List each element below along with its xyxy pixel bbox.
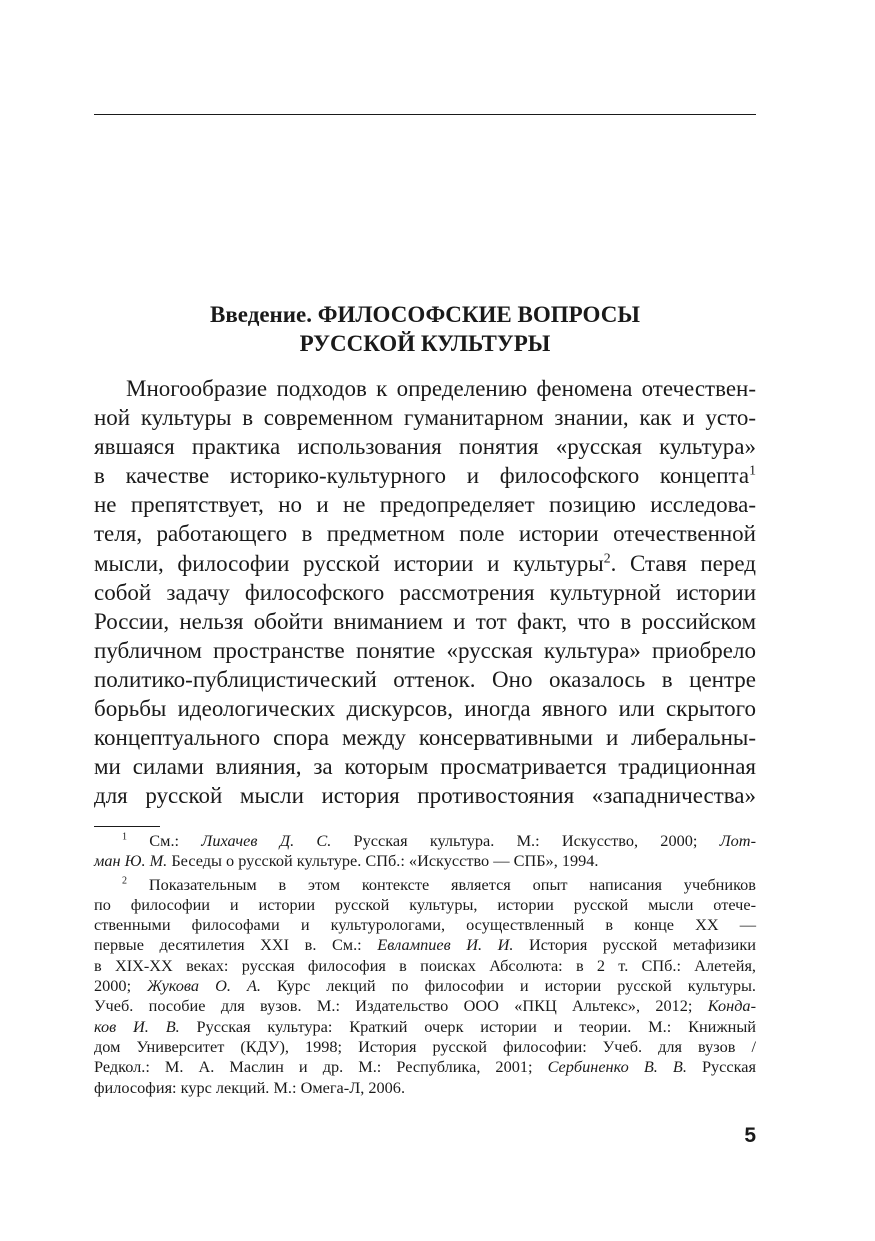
footnote-2-line: в XIX-XX веках: русская философия в поисках Абсолюта: в 2 т. СПб.: Алетейя,: [94, 955, 756, 975]
footnote-text: Курс лекций по философии и истории русской культуры.: [260, 976, 756, 996]
page-number: 5: [744, 1124, 756, 1147]
footnote-text: Русская: [686, 1057, 756, 1077]
paragraph-line: публичном пространстве понятие «русская культура» приобрело: [94, 637, 756, 663]
footnote-author: Жукова О. А.: [147, 976, 261, 996]
footnote-2-line: философия: курс лекций. М.: Омега-Л, 2006.: [94, 1077, 406, 1097]
footnotes: [94, 831, 756, 1098]
footnote-author: Лот-: [719, 831, 756, 850]
footnote-author: Лихачев Д. С.: [201, 831, 332, 850]
footnote-author: Евлампиев И. И.: [377, 935, 514, 955]
footnote-2-line: [94, 1057, 756, 1077]
footnote-2-line: [94, 996, 756, 1016]
footnote-2-line: ственными философами и культурологами, осуществленный в конце XX —: [94, 915, 756, 935]
footnote-text: Русская культура. М.: Искусство, 2000;: [331, 831, 720, 850]
footnote-marker-1[interactable]: 1: [749, 462, 756, 478]
paragraph-line: России, нельзя обойти вниманием и тот факт, что в российском: [94, 608, 756, 634]
footnote-2-line: [94, 875, 756, 895]
footnote-2-line: дом Университет (КДУ), 1998; История русской философии: Учеб. для вузов /: [94, 1036, 756, 1056]
paragraph-line: собой задачу философского рассмотрения культурной истории: [94, 579, 756, 605]
paragraph-line-text: мысли, философии русской истории и культуры: [94, 550, 604, 576]
footnote-text: Русская культура: Краткий очерк истории и теории. М.: Книжный: [179, 1016, 756, 1036]
footnote-author: Сербиненко В. В.: [547, 1057, 687, 1077]
footnote-1-line: [94, 851, 756, 871]
footnote-text: Учеб. пособие для вузов. М.: Издательство ООО «ПКЦ Альтекс», 2012;: [94, 996, 708, 1016]
paragraph-line: [94, 549, 756, 578]
footnote-1-line: [94, 831, 756, 851]
paragraph-line-text: . Ставя перед: [610, 550, 756, 576]
paragraph-line: политико-публицистический оттенок. Оно оказалось в центре: [94, 666, 756, 692]
footnote-2-line: [94, 1017, 756, 1037]
paragraph-line: теля, работающего в предметном поле истории отечественной: [94, 521, 756, 547]
chapter-title-line-2: РУССКОЙ КУЛЬТУРЫ: [299, 331, 551, 356]
paragraph-line: борьбы идеологических дискурсов, иногда явного или скрытого: [94, 696, 756, 722]
paragraph-line: ми силами влияния, за которым просматривается традиционная: [94, 754, 756, 780]
paragraph-line: явшаяся практика использования понятия «русская культура»: [94, 434, 756, 460]
footnote-text: 2000;: [94, 976, 148, 996]
footnote-author: ман Ю. М.: [94, 851, 168, 871]
chapter-title: [94, 300, 756, 358]
paragraph-line-text: в качестве историко-культурного и философского концепта: [94, 463, 750, 489]
footnote-separator: [94, 826, 160, 827]
footnote-text: Беседы о русской культуре. СПб.: «Искусство — СПБ», 1994.: [167, 851, 599, 871]
footnote-2-line: по философии и истории русской культуры, истории русской мысли отече-: [94, 894, 756, 914]
footnote-marker-2[interactable]: 2: [603, 549, 611, 565]
paragraph-line: Многообразие подходов к определению феномена отечествен-: [126, 376, 756, 401]
footnote-1-number: 1: [122, 831, 128, 843]
footnote-text: Редкол.: М. А. Маслин и др. М.: Республика, 2001;: [94, 1057, 548, 1077]
footnote-2-line: [94, 976, 756, 996]
footnote-text: См.:: [149, 831, 202, 850]
footnote-text: первые десятилетия XXI в. См.:: [94, 935, 378, 955]
footnote-2-number: 2: [122, 875, 128, 887]
footnote-text: Показательным в этом контексте является опыт написания учебников: [148, 874, 756, 894]
footnote-author: Конда-: [707, 996, 756, 1016]
chapter-title-line-1: Введение. ФИЛОСОФСКИЕ ВОПРОСЫ: [210, 302, 640, 327]
paragraph-line: концептуального спора между консервативными и либеральны-: [94, 725, 756, 751]
paragraph-line: [94, 461, 756, 490]
footnote-text: История русской метафизики: [513, 935, 756, 955]
paragraph-line: для русской мысли история противостояния «западничества»: [94, 783, 756, 809]
paragraph-line: ной культуры в современном гуманитарном знании, как и усто-: [94, 405, 756, 431]
footnote-2-line: [94, 935, 756, 955]
paragraph-line: не препятствует, но и не предопределяет позицию исследова-: [94, 492, 756, 518]
header-rule: [94, 114, 756, 115]
footnote-author: ков И. В.: [94, 1016, 180, 1036]
main-paragraph: [94, 374, 756, 810]
